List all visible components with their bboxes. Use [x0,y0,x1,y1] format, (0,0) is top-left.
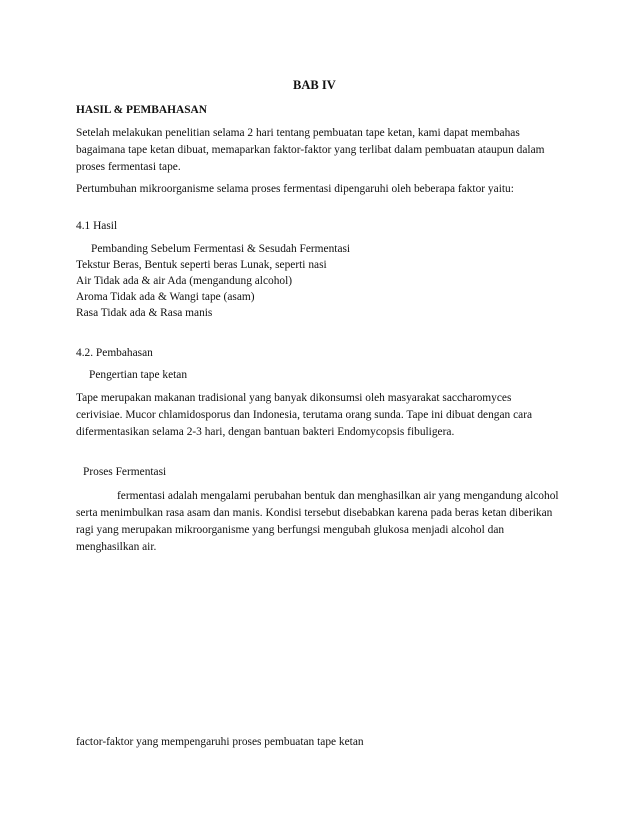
paragraph-line: serta menimbulkan rasa asam dan manis. Kondisi tersebut disebabkan karena pada beras ketan diberikan [76,507,553,519]
paragraph-line: difermentasikan selama 2-3 hari, dengan bantuan bakteri Endomycopsis fibuligera. [76,426,455,438]
table-row: Aroma Tidak ada & Wangi tape (asam) [76,291,255,303]
paragraph-line: cerivisiae. Mucor chlamidosporus dan Indonesia, terutama orang sunda. Tape ini dibuat dengan cara [76,409,533,421]
pembahasan-heading: 4.2. Pembahasan [76,347,153,359]
table-row: Tekstur Beras, Bentuk seperti beras Lunak, seperti nasi [76,259,327,271]
factors-intro: Pertumbuhan mikroorganisme selama proses fermentasi dipengaruhi oleh beberapa faktor yaitu: [76,183,514,195]
pembahasan-subheading: Pengertian tape ketan [89,369,188,381]
proses-heading: Proses Fermentasi [83,466,167,478]
footer-line: factor-faktor yang mempengaruhi proses pembuatan tape ketan [76,736,364,748]
paragraph-line: menghasilkan air. [76,541,157,553]
intro-line: bagaimana tape ketan dibuat, memaparkan faktor-faktor yang terlibat dalam pembuatan ataupun dalam [76,144,545,156]
table-row: Air Tidak ada & air Ada (mengandung alcohol) [76,275,293,287]
paragraph-line: ragi yang merupakan mikroorganisme yang berfungsi mengubah glukosa menjadi alcohol dan [76,524,505,536]
intro-line: Setelah melakukan penelitian selama 2 hari tentang pembuatan tape ketan, kami dapat membahas [76,127,520,139]
table-row: Rasa Tidak ada & Rasa manis [76,307,213,319]
intro-line: proses fermentasi tape. [76,161,181,173]
hasil-heading: 4.1 Hasil [76,220,118,232]
paragraph-line: fermentasi adalah mengalami perubahan bentuk dan menghasilkan air yang mengandung alcohol [117,490,559,502]
paragraph-line: Tape merupakan makanan tradisional yang banyak dikonsumsi oleh masyarakat saccharomyces [76,392,512,404]
section-heading: HASIL & PEMBAHASAN [76,104,208,116]
table-header: Pembanding Sebelum Fermentasi & Sesudah Fermentasi [91,243,351,255]
chapter-title: BAB IV [293,78,336,92]
